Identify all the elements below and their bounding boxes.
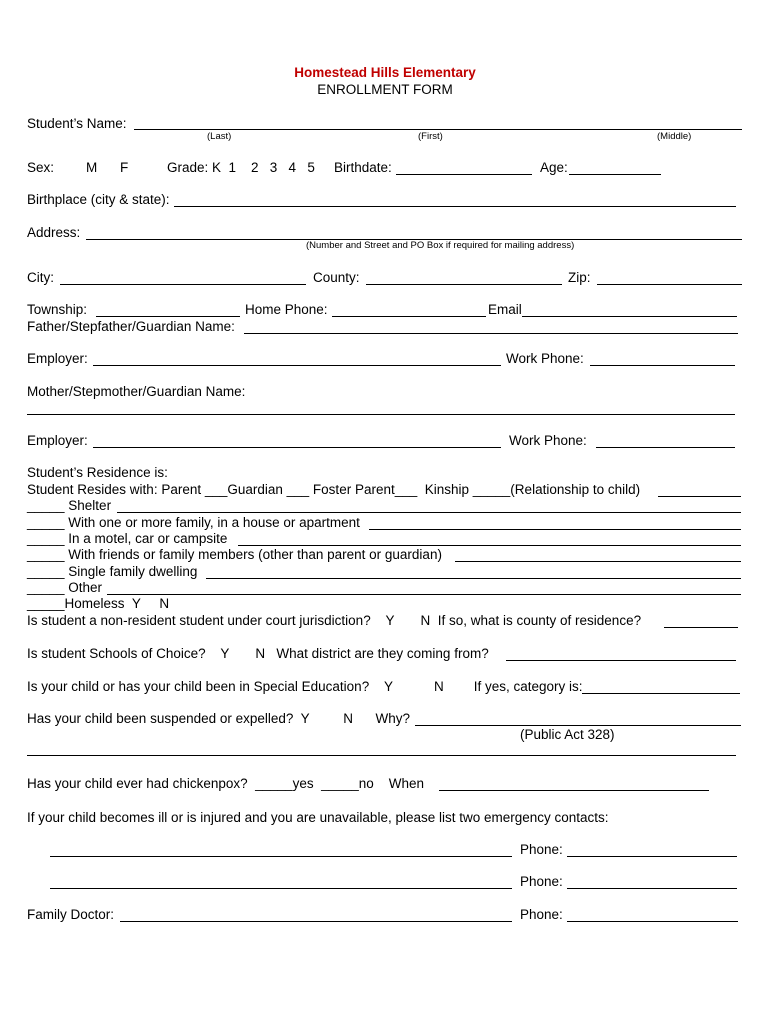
family-doctor-label: Family Doctor: bbox=[27, 907, 115, 922]
mother-name-label: Mother/Stepmother/Guardian Name: bbox=[27, 384, 246, 399]
residence-other-option[interactable]: _____ Other bbox=[27, 580, 103, 595]
residence-friends-option[interactable]: _____ With friends or family members (other than parent or guardian) bbox=[27, 547, 442, 562]
special-education-question[interactable]: Is your child or has your child been in Special Education? Y N If yes, category is: bbox=[27, 679, 583, 694]
shelter-detail-field[interactable] bbox=[117, 512, 741, 513]
residence-county-field[interactable] bbox=[664, 627, 738, 628]
school-name: Homestead Hills Elementary bbox=[294, 65, 476, 80]
special-ed-category-field[interactable] bbox=[582, 693, 740, 694]
father-name-label: Father/Stepfather/Guardian Name: bbox=[27, 319, 235, 334]
suspended-question[interactable]: Has your child been suspended or expelled? Y N Why? bbox=[27, 711, 410, 726]
district-field[interactable] bbox=[506, 660, 736, 661]
chickenpox-when-field[interactable] bbox=[439, 790, 709, 791]
grade-options[interactable]: Grade: K 1 2 3 4 5 bbox=[167, 160, 315, 175]
county-field[interactable] bbox=[366, 284, 562, 285]
zip-label: Zip: bbox=[568, 270, 591, 285]
last-name-hint: (Last) bbox=[207, 131, 232, 142]
zip-field[interactable] bbox=[597, 284, 742, 285]
family-doctor-phone-label: Phone: bbox=[520, 907, 563, 922]
schools-of-choice-question[interactable]: Is student Schools of Choice? Y N What district are they coming from? bbox=[27, 646, 489, 661]
family-house-detail-field[interactable] bbox=[369, 529, 741, 530]
father-employer-label: Employer: bbox=[27, 351, 88, 366]
resides-with-line[interactable]: Student Resides with: Parent ___Guardian ___ Foster Parent___ Kinship _____(Relationship to child) bbox=[27, 482, 641, 497]
residence-heading: Student’s Residence is: bbox=[27, 465, 168, 480]
form-title: ENROLLMENT FORM bbox=[317, 82, 453, 97]
emergency-contact-2-phone-label: Phone: bbox=[520, 874, 563, 889]
family-doctor-phone-field[interactable] bbox=[567, 921, 738, 922]
residence-homeless-option[interactable]: _____Homeless Y N bbox=[27, 596, 170, 611]
birthdate-label: Birthdate: bbox=[334, 160, 392, 175]
father-employer-field[interactable] bbox=[93, 365, 501, 366]
township-label: Township: bbox=[27, 302, 88, 317]
city-field[interactable] bbox=[60, 284, 306, 285]
emergency-contact-1-name-field[interactable] bbox=[50, 856, 512, 857]
emergency-contact-1-phone-field[interactable] bbox=[567, 856, 737, 857]
suspension-reason-field[interactable] bbox=[415, 725, 741, 726]
residence-family-house-option[interactable]: _____ With one or more family, in a house or apartment bbox=[27, 515, 360, 530]
sex-label: Sex: bbox=[27, 160, 55, 175]
age-label: Age: bbox=[540, 160, 568, 175]
emergency-contacts-intro: If your child becomes ill or is injured and you are unavailable, please list two emergency contacts: bbox=[27, 810, 609, 825]
suspension-reason-extra-field[interactable] bbox=[27, 755, 736, 756]
middle-name-hint: (Middle) bbox=[657, 131, 692, 142]
mother-work-phone-label: Work Phone: bbox=[509, 433, 587, 448]
public-act-note: (Public Act 328) bbox=[520, 727, 615, 742]
residence-single-family-option[interactable]: _____ Single family dwelling bbox=[27, 564, 198, 579]
emergency-contact-2-name-field[interactable] bbox=[50, 888, 512, 889]
emergency-contact-1-phone-label: Phone: bbox=[520, 842, 563, 857]
address-hint: (Number and Street and PO Box if required for mailing address) bbox=[306, 240, 575, 251]
mother-work-phone-field[interactable] bbox=[596, 447, 735, 448]
city-label: City: bbox=[27, 270, 54, 285]
email-label: Email bbox=[488, 302, 522, 317]
chickenpox-question[interactable]: Has your child ever had chickenpox? _____yes _____no When bbox=[27, 776, 424, 791]
township-field[interactable] bbox=[96, 316, 240, 317]
home-phone-field[interactable] bbox=[332, 316, 486, 317]
email-field[interactable] bbox=[522, 316, 737, 317]
age-field[interactable] bbox=[569, 174, 661, 175]
father-work-phone-field[interactable] bbox=[590, 365, 735, 366]
county-label: County: bbox=[313, 270, 360, 285]
friends-detail-field[interactable] bbox=[455, 561, 741, 562]
sex-option-female[interactable]: F bbox=[120, 160, 129, 175]
mother-name-field[interactable] bbox=[27, 414, 735, 415]
student-name-field[interactable] bbox=[134, 129, 742, 130]
father-work-phone-label: Work Phone: bbox=[506, 351, 584, 366]
birthplace-field[interactable] bbox=[174, 206, 736, 207]
emergency-contact-2-phone-field[interactable] bbox=[567, 888, 737, 889]
father-name-field[interactable] bbox=[244, 333, 738, 334]
birthdate-field[interactable] bbox=[396, 174, 532, 175]
residence-shelter-option[interactable]: _____ Shelter bbox=[27, 498, 112, 513]
nonresident-question[interactable]: Is student a non-resident student under court jurisdiction? Y N If so, what is county of residence? bbox=[27, 613, 642, 628]
single-family-detail-field[interactable] bbox=[206, 578, 741, 579]
home-phone-label: Home Phone: bbox=[245, 302, 328, 317]
mother-employer-field[interactable] bbox=[93, 447, 501, 448]
first-name-hint: (First) bbox=[418, 131, 443, 142]
family-doctor-field[interactable] bbox=[120, 921, 512, 922]
birthplace-label: Birthplace (city & state): bbox=[27, 192, 170, 207]
other-detail-field[interactable] bbox=[107, 594, 741, 595]
address-label: Address: bbox=[27, 225, 81, 240]
residence-motel-option[interactable]: _____ In a motel, car or campsite bbox=[27, 531, 228, 546]
sex-option-male[interactable]: M bbox=[86, 160, 98, 175]
student-name-label: Student’s Name: bbox=[27, 116, 127, 131]
motel-detail-field[interactable] bbox=[238, 545, 741, 546]
mother-employer-label: Employer: bbox=[27, 433, 88, 448]
relationship-field[interactable] bbox=[658, 496, 741, 497]
